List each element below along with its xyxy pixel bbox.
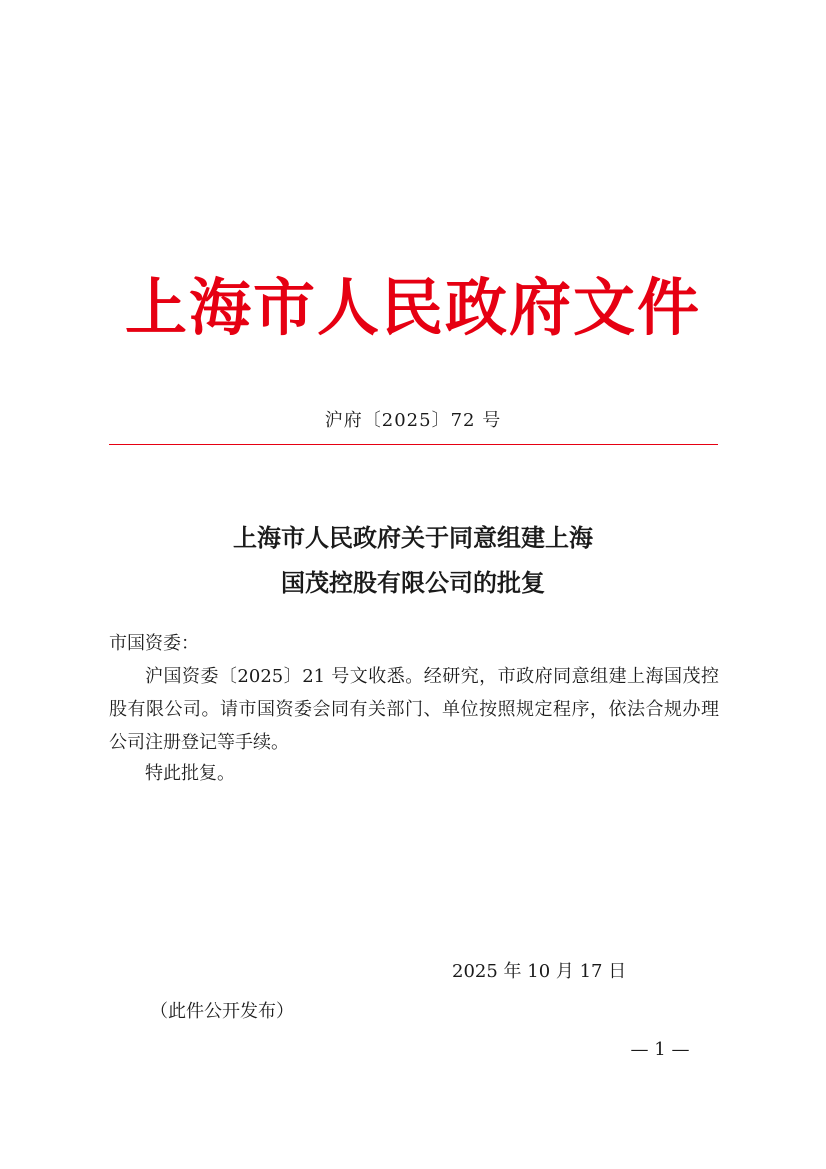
document-number: 沪府〔2025〕72 号 <box>324 410 502 431</box>
document-title-line-2: 国茂控股有限公司的批复 <box>281 568 545 597</box>
closing-remark: 特此批复。 <box>145 763 235 784</box>
body-paragraph: 沪国资委〔2025〕21 号文收悉。经研究，市政府同意组建上海国茂控股有限公司。请市国资委会同有关部门、单位按照规定程序，依法合规办理公司注册登记等手续。 <box>109 666 719 753</box>
red-separator-line <box>109 444 718 445</box>
disclosure-note: （此件公开发布） <box>150 1001 294 1022</box>
page-number: — 1 — <box>630 1039 690 1060</box>
document-title-line-1: 上海市人民政府关于同意组建上海 <box>233 523 593 552</box>
issue-date: 2025 年 10 月 17 日 <box>452 961 627 982</box>
masthead-title: 上海市人民政府文件 <box>124 271 701 344</box>
salutation: 市国资委： <box>109 633 199 654</box>
